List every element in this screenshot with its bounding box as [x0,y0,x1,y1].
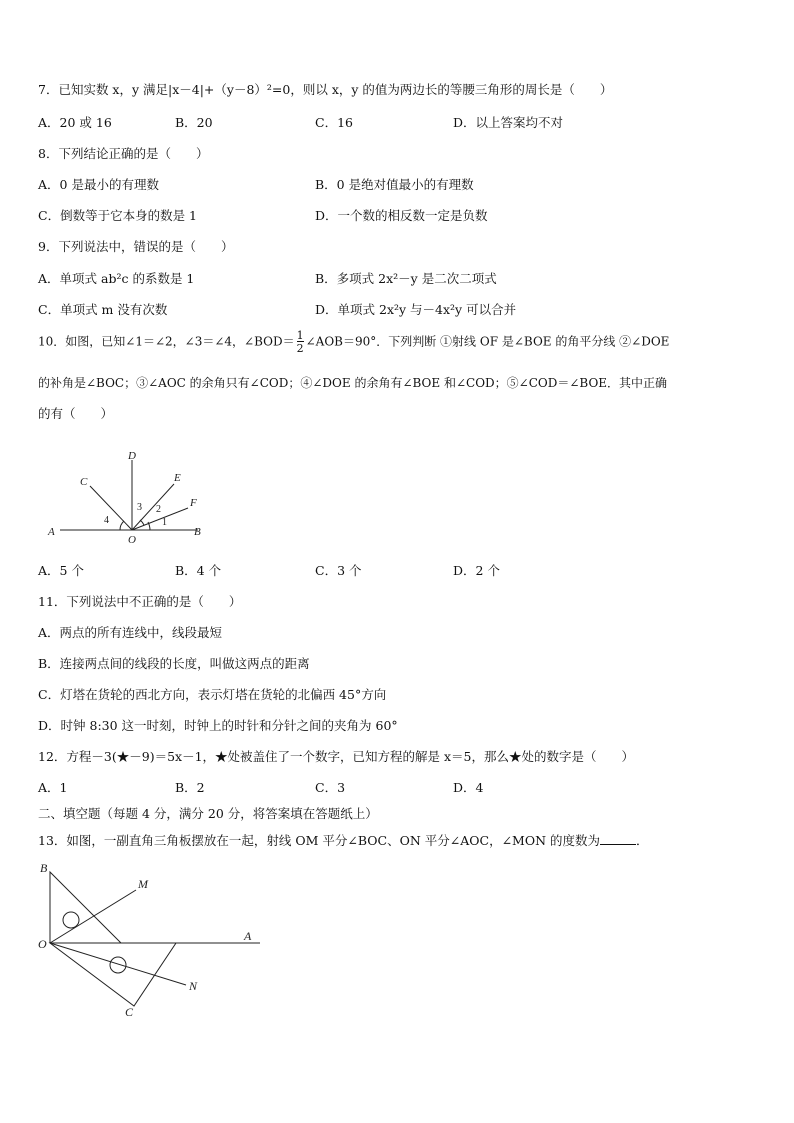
q10-label-b: B [194,526,201,538]
q10-fraction [297,330,304,354]
q10-angle-1-label: 1 [162,517,167,528]
q10-label-f: F [190,497,197,509]
q10-angle-figure [40,440,220,552]
q10-stem-line3: 的有（ ） [38,406,114,421]
q13-triangle-figure [36,860,268,1020]
q13-stem [38,832,649,849]
q13-triangle-45 [50,872,121,943]
q10-ray-oc [90,486,132,530]
q12-stem: 12．方程－3(★－9)＝5x－1，★处被盖住了一个数字，已知方程的解是 x＝5，那么★处的数字是（ ） [38,749,634,764]
q10-arc-2 [140,520,144,525]
q13-stem-part1: 13．如图，一副直角三角板摆放在一起，射线 OM 平分∠BOC、ON 平分∠AOC，∠MON 的度数为 [38,833,601,848]
q10-option-b: B．4 个 [175,563,222,578]
q9-option-a: A．单项式 ab²c 的系数是 1 [38,271,195,286]
q10-stem-part1: 10．如图，已知∠1＝∠2，∠3＝∠4，∠BOD＝ [38,334,295,349]
q10-label-e: E [174,472,181,484]
q13-label-o: O [38,937,47,951]
q13-hole-2 [110,957,126,973]
q11-option-d: D．时钟 8:30 这一时刻，时钟上的时针和分针之间的夹角为 60° [38,718,398,733]
q7-option-d: D．以上答案均不对 [453,115,564,130]
q13-ray-om [50,890,136,943]
q13-hole-1 [63,912,79,928]
q9-option-b: B．多项式 2x²－y 是二次二项式 [315,271,497,286]
q8-option-d: D．一个数的相反数一定是负数 [315,208,488,223]
q10-option-d: D．2 个 [453,563,500,578]
q13-triangle-30-60 [50,943,176,1006]
q12-option-d: D．4 [453,780,484,795]
q13-label-m: M [138,877,148,891]
q11-option-b: B．连接两点间的线段的长度，叫做这两点的距离 [38,656,310,671]
q13-ray-on [50,943,186,985]
q10-stem-line1 [38,330,669,354]
q9-stem: 9．下列说法中，错误的是（ ） [38,239,234,254]
section-heading-fill-in: 二、填空题（每题 4 分，满分 20 分，将答案填在答题纸上） [38,806,378,821]
q10-fraction-numerator: 1 [296,329,304,342]
q7-option-b: B．20 [175,115,213,130]
q10-option-c: C．3 个 [315,563,362,578]
q10-option-a: A．5 个 [38,563,84,578]
q8-option-c: C．倒数等于它本身的数是 1 [38,208,197,223]
q12-option-c: C．3 [315,780,346,795]
q10-arc-4 [120,521,124,530]
q8-option-a: A．0 是最小的有理数 [38,177,159,192]
q8-stem: 8．下列结论正确的是（ ） [38,146,209,161]
q7-option-a: A．20 或 16 [38,115,112,130]
q10-label-c: C [80,476,88,488]
q11-option-a: A．两点的所有连线中，线段最短 [38,625,223,640]
q13-label-b: B [40,861,48,875]
q10-angle-3-label: 3 [137,502,142,513]
q10-angle-2-label: 2 [156,504,161,515]
q13-stem-part2: ． [636,833,649,848]
q11-stem: 11．下列说法中不正确的是（ ） [38,594,242,609]
q7-option-c: C．16 [315,115,353,130]
q7-stem: 7．已知实数 x，y 满足|x－4|+（y－8）²=0，则以 x，y 的值为两边长的等腰三角形的周长是（ ） [38,82,613,97]
q10-label-a: A [48,526,55,538]
q13-label-n: N [189,979,198,993]
q13-label-c: C [125,1005,134,1019]
q10-angle-4-label: 4 [104,515,109,526]
q12-option-a: A．1 [38,780,68,795]
q10-label-o: O [128,534,136,546]
q13-label-a: A [244,929,252,943]
q12-option-b: B．2 [175,780,205,795]
q8-option-b: B．0 是绝对值最小的有理数 [315,177,474,192]
q9-option-c: C．单项式 m 没有次数 [38,302,168,317]
q10-stem-line2: 的补角是∠BOC；③∠AOC 的余角只有∠COD；④∠DOE 的余角有∠BOE 和∠COD；⑤∠COD＝∠BOE．其中正确 [38,376,668,390]
q11-option-c: C．灯塔在货轮的西北方向，表示灯塔在货轮的北偏西 45°方向 [38,687,387,702]
q10-stem-part2: ∠AOB＝90°．下列判断 ①射线 OF 是∠BOE 的角平分线 ②∠DOE [305,334,670,349]
q10-fraction-denominator: 2 [296,342,304,355]
q9-option-d: D．单项式 2x²y 与－4x²y 可以合并 [315,302,517,317]
q10-label-d: D [128,450,136,462]
q13-answer-blank[interactable] [600,832,636,845]
